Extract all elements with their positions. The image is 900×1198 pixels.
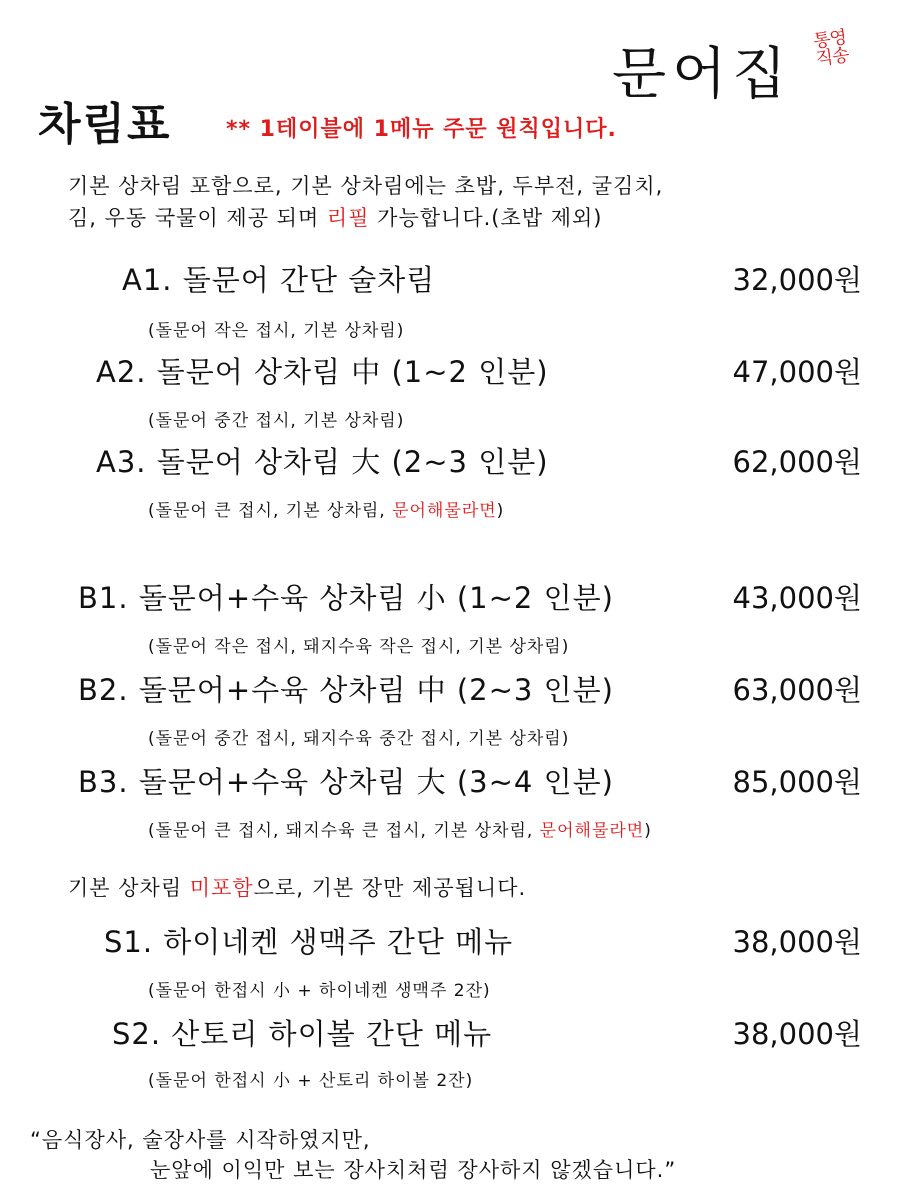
menu-a2-desc: (돌문어 중간 접시, 기본 상차림) [148,411,405,431]
intro-line-1: 기본 상차림 포함으로, 기본 상차림에는 초밥, 두부전, 굴김치, [68,174,664,198]
menu-b3-desc [148,816,652,841]
slogan-line-1: “음식장사, 술장사를 시작하였지만, [30,1128,371,1152]
menu-a3-desc [148,496,504,521]
seal-line-2: 직송 [814,44,850,71]
note-start: 기본 상차림 [68,876,190,900]
menu-b2-name: B2. 돌문어+수육 상차림 中 (2~3 인분) [78,673,614,707]
menu-b1-desc: (돌문어 작은 접시, 돼지수육 작은 접시, 기본 상차림) [148,637,570,657]
intro-line-2-start: 김, 우동 국물이 제공 되며 [68,206,327,230]
menu-s1-price: 38,000원 [732,925,862,959]
not-included-highlight: 미포함 [189,876,254,900]
menu-b3-desc-text: (돌문어 큰 접시, 돼지수육 큰 접시, 기본 상차림, [148,821,540,841]
menu-s2-price: 38,000원 [732,1017,862,1051]
menu-a1-desc: (돌문어 작은 접시, 기본 상차림) [148,321,405,341]
menu-s1-name: S1. 하이네켄 생맥주 간단 메뉴 [104,925,514,959]
menu-a1-name: A1. 돌문어 간단 술차림 [122,263,436,297]
menu-a2-price: 47,000원 [732,355,862,389]
menu-a3-ramen-highlight: 문어해물라면 [392,501,497,521]
intro-line-2 [68,202,663,234]
refill-highlight: 리필 [326,206,370,230]
note-end: 으로, 기본 장만 제공됩니다. [253,876,527,900]
menu-a1-price: 32,000원 [732,263,862,297]
page-title: 차림표 [38,99,172,150]
menu-a2-name: A2. 돌문어 상차림 中 (1~2 인분) [96,355,549,389]
menu-b3-price: 85,000원 [732,765,862,799]
menu-a3-desc-end: ) [496,501,505,521]
menu-s2-desc: (돌문어 한접시 小 + 산토리 하이볼 2잔) [148,1071,474,1091]
menu-b3-desc-end: ) [644,821,652,841]
slogan-line-2: 눈앞에 이익만 보는 장사치처럼 장사하지 않겠습니다.” [150,1158,677,1182]
menu-b2-price: 63,000원 [732,673,862,707]
store-name: 문어집 [612,42,793,107]
menu-a3-name: A3. 돌문어 상차림 大 (2~3 인분) [96,445,549,479]
menu-a3-price: 62,000원 [732,445,862,479]
menu-b1-price: 43,000원 [732,581,862,615]
seal-line-1: 통영 [811,26,848,53]
seal-stamp [802,19,859,79]
menu-b3-name: B3. 돌문어+수육 상차림 大 (3~4 인분) [78,765,614,799]
menu-b2-desc: (돌문어 중간 접시, 돼지수육 중간 접시, 기본 상차림) [148,729,570,749]
menu-a3-desc-text: (돌문어 큰 접시, 기본 상차림, [148,501,393,521]
basic-setting-note [68,872,526,902]
menu-b1-name: B1. 돌문어+수육 상차림 小 (1~2 인분) [78,581,614,615]
menu-s1-desc: (돌문어 한접시 小 + 하이네켄 생맥주 2잔) [148,981,491,1001]
intro-text [68,170,663,234]
menu-b3-ramen-highlight: 문어해물라면 [539,821,645,841]
menu-s2-name: S2. 산토리 하이볼 간단 메뉴 [112,1017,493,1051]
intro-line-2-end: 가능합니다.(초밥 제외) [369,206,603,230]
order-policy: ** 1테이블에 1메뉴 주문 원칙입니다. [226,117,617,142]
